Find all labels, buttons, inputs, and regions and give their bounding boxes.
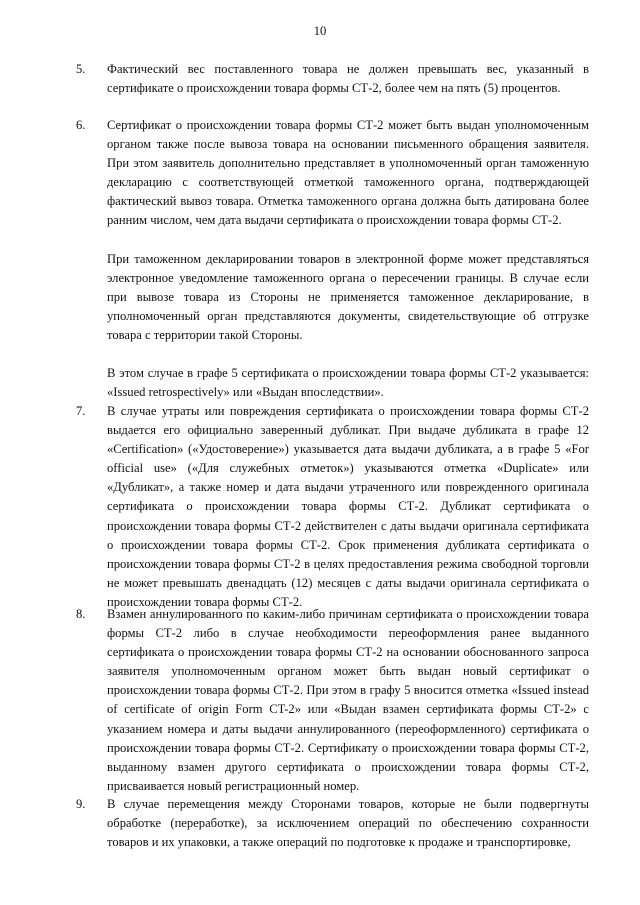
item-number: 7. <box>76 404 86 418</box>
item-number: 8. <box>76 607 86 621</box>
item-body <box>107 116 589 402</box>
paragraph: Фактический вес поставленного товара не должен превышать вес, указанный в сертификате о происхождении товара формы СТ-2, более чем на пять (5) процентов. <box>107 62 589 96</box>
paragraph: В случае утраты или повреждения сертификата о происхождении товара формы СТ-2 выдается его официально заверенный дубликат. При выдаче дубликата в графе 12 «Certification» («Удостоверение») указывается дата выдачи дубликата, а в графе 5 «For official use» («Для служебных отметок») указываются отметка «Duplicate» или «Дубликат», а также номер и дата выдачи утраченного или поврежденного оригинала сертификата о происхождении товара формы СТ-2. Дубликат сертификата о происхождении товара формы СТ-2 действителен с даты выдачи оригинала сертификата о происхождении товара формы СТ-2. Срок применения дубликата сертификата о происхождении товара формы СТ-2 в целях предоставления режима свободной торговли не может превышать двенадцать (12) месяцев с даты выдачи оригинала сертификата о происхождении товара формы СТ-2. <box>107 404 589 609</box>
item-body <box>107 605 589 796</box>
page-number: 10 <box>313 24 327 38</box>
item-body <box>107 60 589 98</box>
item-number: 5. <box>76 62 86 76</box>
item-number: 6. <box>76 118 86 132</box>
item-number: 9. <box>76 797 86 811</box>
paragraph: При таможенном декларировании товаров в электронной форме может представляться электронное уведомление таможенного органа о пересечении границы. В случае если при вывозе товара из Стороны не применяется таможенное декларирование, в уполномоченный орган представляются документы, свидетельствующие об отгрузке товара с территории такой Стороны. <box>107 251 589 342</box>
paragraph: Взамен аннулированного по каким-либо причинам сертификата о происхождении товара формы СТ-2 либо в случае необходимости переоформления ранее выданного сертификата о происхождении товара формы СТ-2 на основании обоснованного запроса заявителя уполномоченным органом может быть выдан новый сертификат о происхождении товара формы СТ-2. При этом в графу 5 вносится отметка «Issued instead of certificate of origin Form CT-2» или «Выдан взамен сертификата формы СТ-2» с указанием номера и даты выдачи аннулированного (переоформленного) сертификата о происхождении товара формы СТ-2. Сертификату о происхождении товара формы СТ-2, выданному взамен другого сертификата о происхождении товара формы СТ-2, присваивается новый регистрационный номер. <box>107 607 589 793</box>
paragraph: Сертификат о происхождении товара формы СТ-2 может быть выдан уполномоченным органом также после вывоза товара на основании письменного обращения заявителя. При этом заявитель дополнительно представляет в уполномоченный орган таможенную декларацию с соответствующей отметкой таможенного органа, подтверждающей фактический вывоз товара. Отметка таможенного органа должна быть датирована более ранним числом, чем дата выдачи сертификата о происхождении товара формы СТ-2. <box>107 118 589 228</box>
paragraph: В этом случае в графе 5 сертификата о происхождении товара формы СТ-2 указывается: «Issued retrospectively» или «Выдан впоследствии». <box>107 366 589 400</box>
item-body <box>107 795 589 852</box>
paragraph: В случае перемещения между Сторонами товаров, которые не были подвергнуты обработке (переработке), за исключением операций по обеспечению сохранности товаров и их упаковки, а также операций по подготовке к продаже и транспортировке, <box>107 797 589 850</box>
item-body <box>107 402 589 612</box>
